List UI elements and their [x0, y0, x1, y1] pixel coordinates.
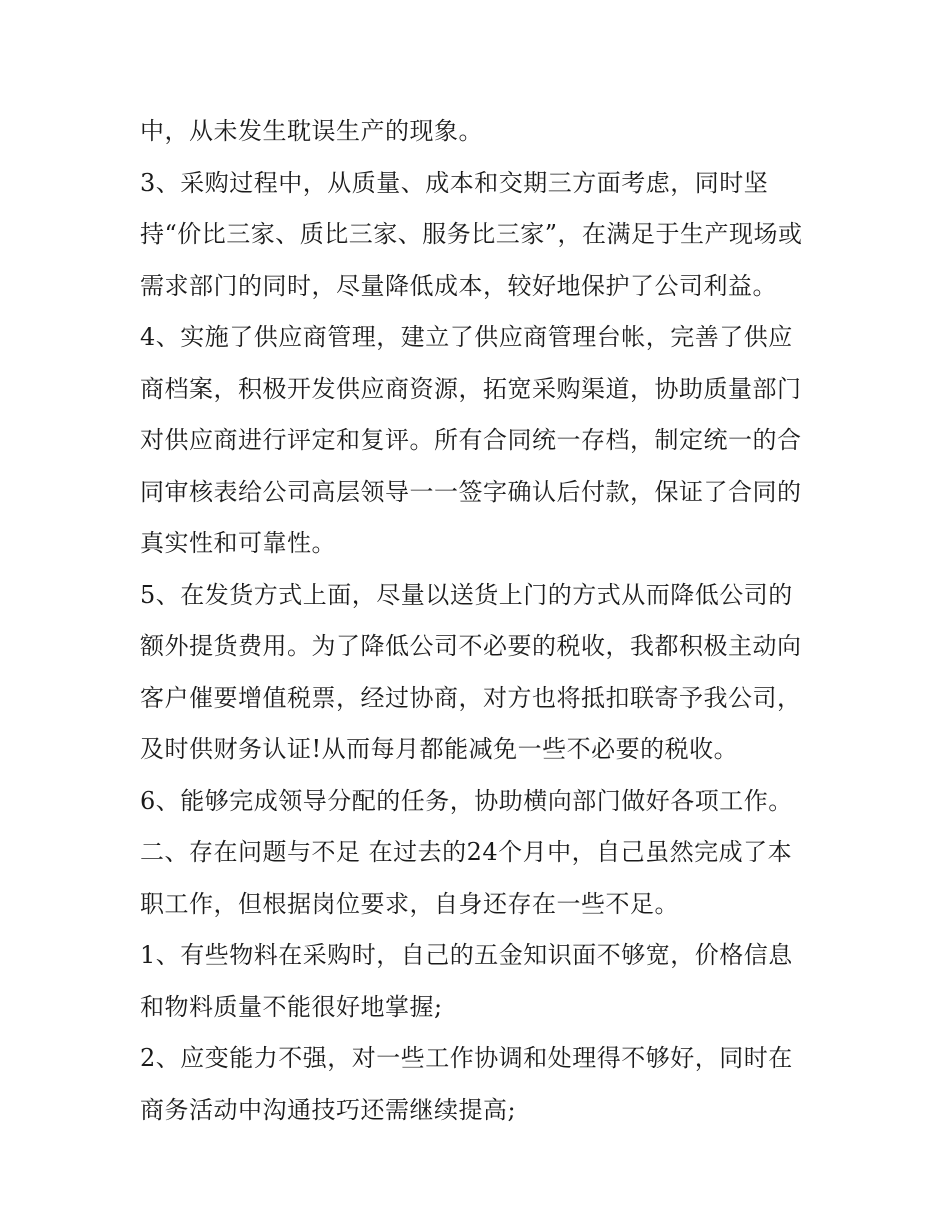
- text-line-1: 中，从未发生耽误生产的现象。: [140, 117, 483, 145]
- text-line-2: 3、采购过程中，从质量、成本和交期三方面考虑，同时坚: [140, 168, 769, 197]
- text-line-18: 和物料质量不能很好地掌握;: [140, 992, 443, 1021]
- text-line-17: 1、有些物料在采购时，自己的五金知识面不够宽，价格信息: [140, 941, 793, 969]
- text-line-9: 真实性和可靠性。: [140, 529, 336, 557]
- text-line-4: 需求部门的同时，尽量降低成本，较好地保护了公司利益。: [140, 271, 777, 300]
- text-line-16: 职工作，但根据岗位要求，自身还存在一些不足。: [140, 889, 679, 918]
- text-line-5: 4、实施了供应商管理，建立了供应商管理台帐，完善了供应: [140, 323, 793, 351]
- text-line-8: 同审核表给公司高层领导一一签字确认后付款，保证了合同的: [140, 477, 802, 506]
- text-line-3: 持“价比三家、质比三家、服务比三家”，在满足于生产现场或: [140, 220, 803, 248]
- text-line-12: 客户催要增值税票，经过协商，对方也将抵扣联寄予我公司，: [140, 683, 802, 712]
- document-body: [140, 106, 820, 1136]
- text-line-19: 2、应变能力不强，对一些工作协调和处理得不够好，同时在: [140, 1044, 793, 1072]
- text-line-20: 商务活动中沟通技巧还需继续提高;: [140, 1095, 517, 1124]
- text-line-7: 对供应商进行评定和复评。所有合同统一存档，制定统一的合: [140, 426, 802, 454]
- text-line-15: 二、存在问题与不足 在过去的24个月中，自己虽然完成了本: [140, 838, 793, 866]
- text-line-6: 商档案，积极开发供应商资源，拓宽采购渠道，协助质量部门: [140, 374, 802, 403]
- text-line-11: 额外提货费用。为了降低公司不必要的税收，我都积极主动向: [140, 632, 802, 660]
- text-line-14: 6、能够完成领导分配的任务，协助横向部门做好各项工作。: [140, 786, 793, 815]
- text-line-13: 及时供财务认证!从而每月都能减免一些不必要的税收。: [140, 735, 739, 763]
- text-line-10: 5、在发货方式上面，尽量以送货上门的方式从而降低公司的: [140, 580, 793, 609]
